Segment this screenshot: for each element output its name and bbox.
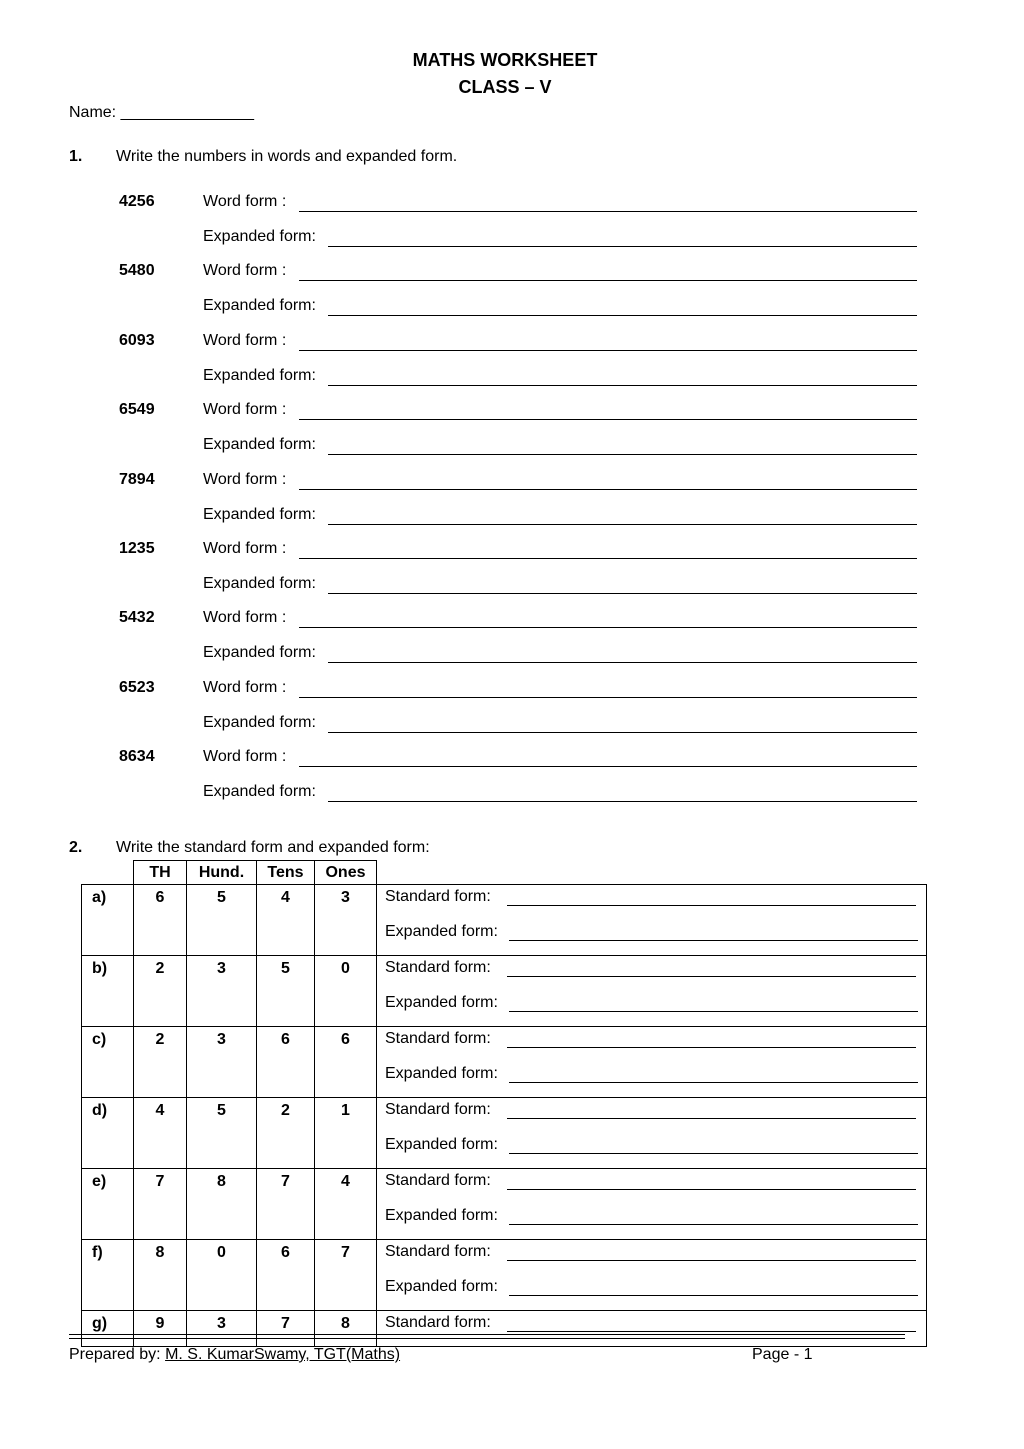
standard-form-line	[385, 956, 926, 991]
expanded-form-label: Expanded form:	[203, 366, 316, 384]
expanded-form-label: Expanded form:	[203, 783, 316, 801]
q2-digit-cell: 1	[315, 1098, 377, 1169]
standard-form-line	[385, 885, 926, 920]
standard-form-answer-line[interactable]	[507, 1260, 916, 1261]
expanded-form-label: Expanded form:	[385, 1207, 498, 1224]
q2-digit-cell: 6	[257, 1240, 315, 1311]
expanded-form-answer-line[interactable]	[509, 1082, 918, 1083]
standard-form-answer-line[interactable]	[507, 905, 916, 906]
expanded-form-label: Expanded form:	[385, 994, 498, 1011]
q1-number-item: 5432	[119, 609, 155, 627]
expanded-form-label: Expanded form:	[203, 228, 316, 245]
expanded-form-answer-line[interactable]	[509, 1153, 918, 1154]
expanded-form-answer-line[interactable]	[328, 524, 917, 525]
q2-forms-cell	[377, 1169, 927, 1240]
q2-digit-cell: 3	[187, 956, 257, 1027]
word-form-label: Word form :	[203, 540, 287, 557]
col-ones: Ones	[315, 861, 377, 885]
q2-row	[82, 1098, 927, 1169]
expanded-form-label: Expanded form:	[203, 297, 316, 315]
q2-row-label: c)	[82, 1027, 134, 1098]
place-value-header	[133, 860, 377, 884]
q2-digit-cell: 9	[134, 1311, 187, 1347]
expanded-form-answer-line[interactable]	[328, 732, 917, 733]
q2-digit-cell: 5	[187, 1098, 257, 1169]
page-number: Page - 1	[752, 1346, 813, 1363]
expanded-form-answer-line[interactable]	[328, 454, 917, 455]
name-field[interactable]: Name: _______________	[69, 104, 255, 121]
q1-number-item: 5480	[119, 262, 155, 280]
q2-digit-cell: 8	[134, 1240, 187, 1311]
q2-digit-cell: 4	[134, 1098, 187, 1169]
standard-form-answer-line[interactable]	[507, 976, 916, 977]
q1-number: 1.	[69, 148, 83, 165]
q2-digit-cell: 7	[257, 1169, 315, 1240]
q2-digit-cell: 3	[187, 1027, 257, 1098]
q2-forms-cell	[377, 885, 927, 956]
word-form-answer-line[interactable]	[299, 280, 917, 281]
expanded-form-line	[385, 1062, 926, 1097]
q2-digit-cell: 6	[315, 1027, 377, 1098]
expanded-form-answer-line[interactable]	[328, 385, 917, 386]
expanded-form-line	[385, 920, 926, 955]
expanded-form-answer-line[interactable]	[509, 940, 918, 941]
standard-form-label: Standard form:	[385, 1030, 491, 1047]
expanded-form-label: Expanded form:	[203, 436, 316, 454]
standard-form-answer-line[interactable]	[507, 1118, 916, 1119]
q1-number-item: 6549	[119, 401, 155, 419]
q2-forms-cell	[377, 1027, 927, 1098]
q1-number-item: 6093	[119, 331, 155, 349]
q1-number-item: 1235	[119, 540, 155, 557]
q2-row-label: g)	[82, 1311, 134, 1347]
class-subtitle: CLASS – V	[458, 77, 552, 97]
expanded-form-line	[385, 1204, 926, 1239]
standard-form-label: Standard form:	[385, 1172, 491, 1189]
standard-form-answer-line[interactable]	[507, 1189, 916, 1190]
q2-forms-cell	[377, 1311, 927, 1347]
standard-form-label: Standard form:	[385, 888, 491, 905]
q2-digit-cell: 2	[257, 1098, 315, 1169]
footer-rule-bottom	[69, 1338, 905, 1339]
expanded-form-label: Expanded form:	[385, 1278, 498, 1295]
q1-number-item: 8634	[119, 748, 155, 766]
expanded-form-label: Expanded form:	[385, 1136, 498, 1153]
word-form-answer-line[interactable]	[299, 350, 917, 351]
q2-forms-cell	[377, 1098, 927, 1169]
expanded-form-answer-line[interactable]	[328, 801, 917, 802]
word-form-answer-line[interactable]	[299, 627, 917, 628]
expanded-form-line	[385, 991, 926, 1026]
expanded-form-answer-line[interactable]	[328, 246, 917, 247]
expanded-form-label: Expanded form:	[385, 923, 498, 940]
expanded-form-label: Expanded form:	[203, 713, 316, 731]
word-form-label: Word form :	[203, 193, 287, 210]
word-form-label: Word form :	[203, 748, 287, 766]
word-form-label: Word form :	[203, 678, 287, 696]
footer-rule-top	[69, 1334, 905, 1335]
word-form-answer-line[interactable]	[299, 211, 917, 212]
word-form-label: Word form :	[203, 262, 287, 280]
prepared-by-label: Prepared by:	[69, 1346, 166, 1363]
word-form-label: Word form :	[203, 470, 287, 488]
standard-form-line	[385, 1311, 926, 1346]
worksheet-title: MATHS WORKSHEET	[412, 50, 598, 70]
q1-instruction: Write the numbers in words and expanded form.	[116, 148, 458, 165]
q2-row	[82, 1169, 927, 1240]
q2-digit-cell: 0	[187, 1240, 257, 1311]
q2-digit-cell: 2	[134, 956, 187, 1027]
q2-digit-cell: 3	[315, 885, 377, 956]
expanded-form-line	[385, 1275, 926, 1310]
q2-digit-cell: 7	[315, 1240, 377, 1311]
q2-digit-cell: 8	[315, 1311, 377, 1347]
expanded-form-answer-line[interactable]	[509, 1011, 918, 1012]
q1-number-item: 6523	[119, 678, 155, 696]
word-form-answer-line[interactable]	[299, 558, 917, 559]
word-form-label: Word form :	[203, 331, 287, 349]
word-form-answer-line[interactable]	[299, 766, 917, 767]
q2-row-label: f)	[82, 1240, 134, 1311]
q2-row-label: a)	[82, 885, 134, 956]
q2-digit-cell: 3	[187, 1311, 257, 1347]
expanded-form-label: Expanded form:	[203, 575, 316, 592]
standard-form-label: Standard form:	[385, 959, 491, 976]
standard-form-answer-line[interactable]	[507, 1047, 916, 1048]
expanded-form-line	[385, 1133, 926, 1168]
standard-form-line	[385, 1169, 926, 1204]
q2-digit-cell: 2	[134, 1027, 187, 1098]
expanded-form-label: Expanded form:	[203, 505, 316, 523]
standard-form-line	[385, 1240, 926, 1275]
q2-row-label: e)	[82, 1169, 134, 1240]
q2-digit-cell: 5	[187, 885, 257, 956]
q2-number: 2.	[69, 839, 83, 856]
standard-form-line	[385, 1027, 926, 1062]
standard-form-label: Standard form:	[385, 1243, 491, 1260]
word-form-answer-line[interactable]	[299, 419, 917, 420]
q2-instruction: Write the standard form and expanded form:	[116, 839, 430, 856]
expanded-form-answer-line[interactable]	[328, 315, 917, 316]
q2-digit-cell: 7	[134, 1169, 187, 1240]
q1-number-item: 4256	[119, 193, 155, 210]
q2-forms-cell	[377, 956, 927, 1027]
q2-table	[81, 884, 927, 1347]
q2-row	[82, 1240, 927, 1311]
word-form-answer-line[interactable]	[299, 697, 917, 698]
q2-digit-cell: 8	[187, 1169, 257, 1240]
col-th: TH	[134, 861, 187, 885]
col-tens: Tens	[257, 861, 315, 885]
expanded-form-answer-line[interactable]	[509, 1295, 918, 1296]
q2-digit-cell: 6	[134, 885, 187, 956]
word-form-label: Word form :	[203, 401, 287, 419]
col-hund: Hund.	[187, 861, 257, 885]
expanded-form-answer-line[interactable]	[328, 593, 917, 594]
q2-forms-cell	[377, 1240, 927, 1311]
q2-digit-cell: 7	[257, 1311, 315, 1347]
word-form-answer-line[interactable]	[299, 489, 917, 490]
footer-prepared-by	[69, 1346, 400, 1364]
q2-row	[82, 956, 927, 1027]
expanded-form-answer-line[interactable]	[328, 662, 917, 663]
q2-digit-cell: 6	[257, 1027, 315, 1098]
q2-row	[82, 885, 927, 956]
q2-digit-cell: 5	[257, 956, 315, 1027]
q1-number-item: 7894	[119, 470, 155, 488]
q2-row	[82, 1311, 927, 1347]
standard-form-label: Standard form:	[385, 1101, 491, 1118]
q2-row-label: d)	[82, 1098, 134, 1169]
standard-form-line	[385, 1098, 926, 1133]
standard-form-label: Standard form:	[385, 1314, 491, 1331]
standard-form-answer-line[interactable]	[507, 1331, 916, 1332]
q2-row	[82, 1027, 927, 1098]
author-name: M. S. KumarSwamy, TGT(Maths)	[165, 1346, 401, 1363]
q2-digit-cell: 4	[257, 885, 315, 956]
word-form-label: Word form :	[203, 609, 287, 627]
expanded-form-answer-line[interactable]	[509, 1224, 918, 1225]
expanded-form-label: Expanded form:	[203, 644, 316, 662]
q2-digit-cell: 4	[315, 1169, 377, 1240]
q2-digit-cell: 0	[315, 956, 377, 1027]
q2-row-label: b)	[82, 956, 134, 1027]
expanded-form-label: Expanded form:	[385, 1065, 498, 1082]
